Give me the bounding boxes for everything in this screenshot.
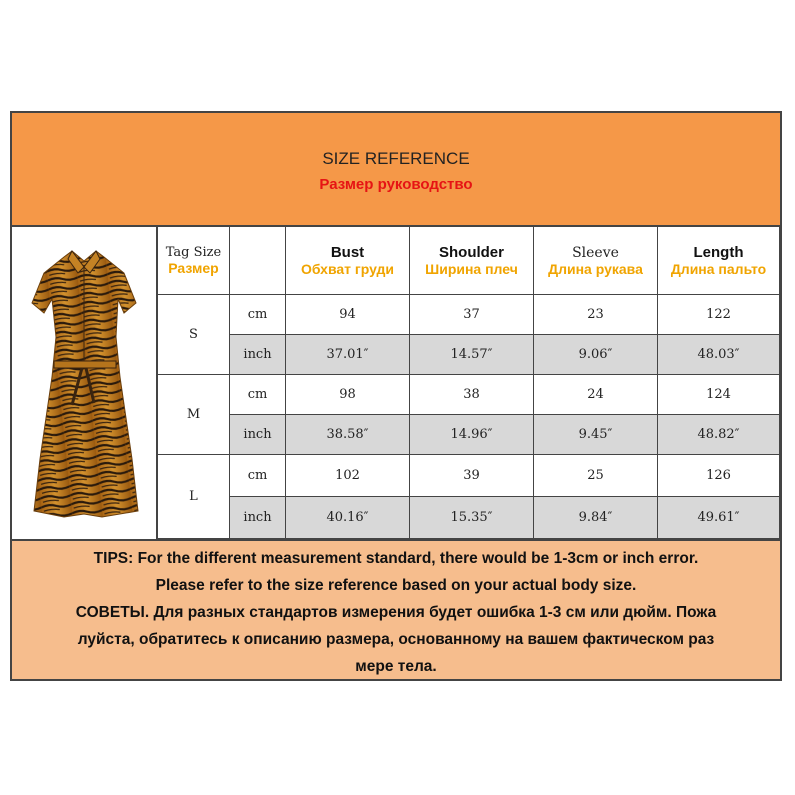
sleeve-value: 9.84″	[534, 497, 658, 539]
sleeve-value: 23	[534, 295, 658, 335]
bust-value: 94	[286, 295, 410, 335]
unit-cell: cm	[230, 295, 286, 335]
tips-section	[12, 539, 780, 679]
sleeve-value: 24	[534, 375, 658, 415]
unit-cell: inch	[230, 415, 286, 455]
unit-cell: inch	[230, 497, 286, 539]
shoulder-value: 15.35″	[410, 497, 534, 539]
header-tag-size-label-ru: Размер	[168, 260, 219, 276]
unit-cell: cm	[230, 455, 286, 497]
unit-cell: cm	[230, 375, 286, 415]
tips-line: Please refer to the size reference based on your actual body size.	[155, 577, 637, 594]
header-bust-label-ru: Обхват груди	[300, 261, 395, 277]
header-length	[658, 227, 780, 295]
length-value: 48.03″	[658, 335, 780, 375]
length-value: 122	[658, 295, 780, 335]
header-shoulder-label: Shoulder	[438, 244, 504, 261]
shoulder-value: 37	[410, 295, 534, 335]
bust-value: 37.01″	[286, 335, 410, 375]
chart-title-ru: Размер руководство	[319, 176, 473, 193]
header-shoulder-label-ru: Ширина плеч	[425, 261, 518, 277]
header-length-label: Length	[693, 244, 744, 261]
tips-line-ru: луйста, обратитесь к описанию размера, основанному на вашем фактическом раз	[77, 631, 715, 648]
bust-value: 102	[286, 455, 410, 497]
tips-line-ru: мере тела.	[355, 658, 437, 675]
header-unit-blank	[230, 227, 286, 295]
size-table	[158, 227, 780, 539]
sleeve-value: 25	[534, 455, 658, 497]
sleeve-value: 9.45″	[534, 415, 658, 455]
header-tag-size	[158, 227, 230, 295]
tips-line-ru: СОВЕТЫ. Для разных стандартов измерения будет ошибка 1-3 см или дюйм. Пожа	[75, 604, 717, 621]
bust-value: 40.16″	[286, 497, 410, 539]
chart-header	[12, 113, 780, 227]
length-value: 49.61″	[658, 497, 780, 539]
sleeve-value: 9.06″	[534, 335, 658, 375]
size-label-s: S	[158, 295, 230, 375]
shoulder-value: 39	[410, 455, 534, 497]
size-label-m: M	[158, 375, 230, 455]
header-bust	[286, 227, 410, 295]
length-value: 126	[658, 455, 780, 497]
shoulder-value: 14.96″	[410, 415, 534, 455]
header-length-label-ru: Длина пальто	[670, 261, 767, 277]
length-value: 124	[658, 375, 780, 415]
chart-title: SIZE REFERENCE	[322, 149, 470, 168]
header-tag-size-label: Tag Size	[165, 245, 222, 260]
header-bust-label: Bust	[330, 244, 365, 261]
header-shoulder	[410, 227, 534, 295]
unit-cell: inch	[230, 335, 286, 375]
shoulder-value: 14.57″	[410, 335, 534, 375]
header-sleeve	[534, 227, 658, 295]
tips-line: TIPS: For the different measurement standard, there would be 1-3cm or inch error.	[93, 550, 699, 567]
tiger-print-dress-image	[12, 227, 158, 539]
length-value: 48.82″	[658, 415, 780, 455]
size-chart	[10, 111, 782, 681]
header-sleeve-label: Sleeve	[572, 244, 619, 261]
bust-value: 38.58″	[286, 415, 410, 455]
size-label-l: L	[158, 455, 230, 539]
dress-illustration	[12, 227, 156, 539]
bust-value: 98	[286, 375, 410, 415]
shoulder-value: 38	[410, 375, 534, 415]
header-sleeve-label-ru: Длина рукава	[548, 260, 643, 277]
